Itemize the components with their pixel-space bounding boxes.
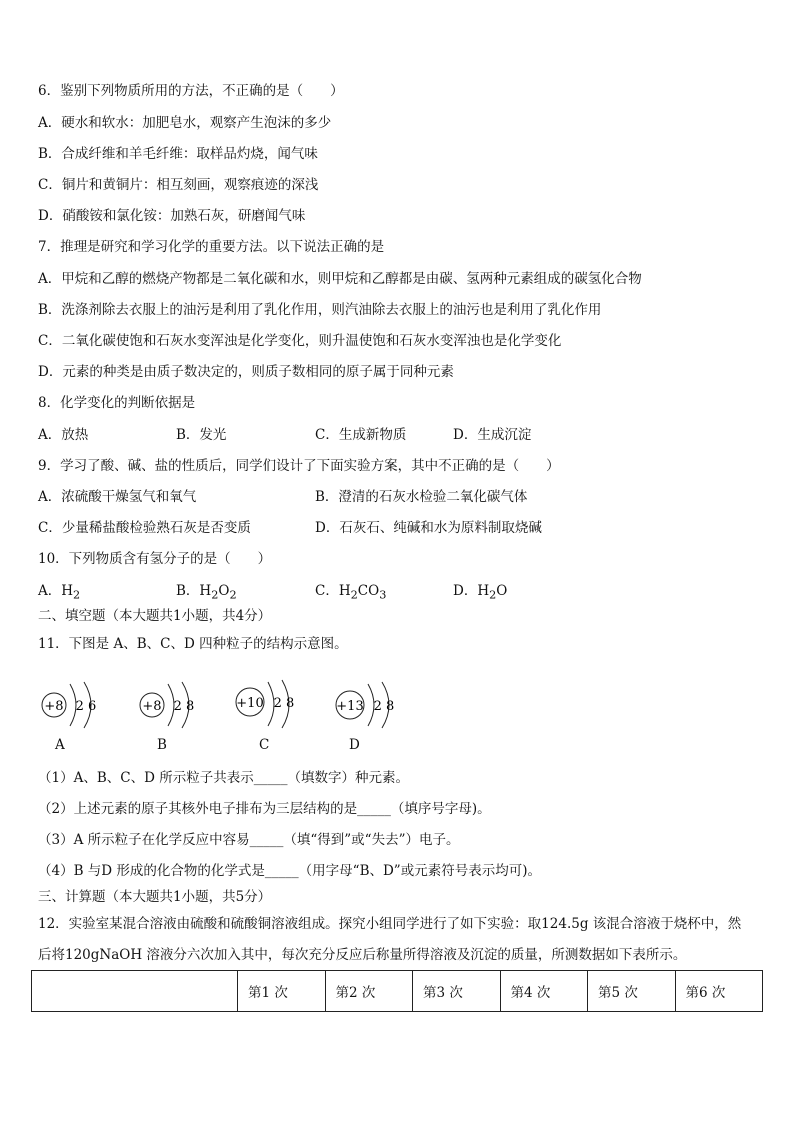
atom-a-electrons: 2 6	[75, 699, 97, 714]
atom-a-nucleus: +8	[44, 699, 64, 714]
atom-diagram-d	[334, 678, 410, 742]
q6-stem: 6．鉴别下列物质所用的方法，不正确的是（ ）	[38, 83, 344, 99]
atom-c-nucleus: +10	[236, 696, 264, 711]
q8-option-c: C．生成新物质	[315, 427, 407, 443]
atom-b-electrons: 2 8	[173, 699, 195, 714]
atom-d-nucleus: +13	[336, 699, 364, 714]
q6-option-d: D．硝酸铵和氯化铵：加熟石灰，研磨闻气味	[38, 208, 306, 224]
table-header-cell: 第5 次	[588, 971, 676, 1012]
q7-option-b: B．洗涤剂除去衣服上的油污是利用了乳化作用，则汽油除去衣服上的油污也是利用了乳化作用	[38, 302, 602, 318]
q9-stem: 9．学习了酸、碱、盐的性质后，同学们设计了下面实验方案，其中不正确的是（ ）	[38, 458, 560, 474]
q11-part-3: （3）A 所示粒子在化学反应中容易_____（填“得到”或“失去”）电子。	[38, 832, 460, 848]
atom-diagram-a	[40, 678, 110, 742]
q7-option-a: A．甲烷和乙醇的燃烧产物都是二氧化碳和水，则甲烷和乙醇都是由碳、氢两种元素组成的碳氢化合物	[38, 271, 642, 287]
atom-diagram-c	[234, 678, 310, 742]
table-header-cell: 第2 次	[325, 971, 413, 1012]
atom-b-shells	[138, 678, 208, 738]
atom-b-label: B	[157, 737, 167, 753]
atom-c-label: C	[259, 737, 270, 753]
q8-option-d: D．生成沉淀	[453, 427, 532, 443]
atom-d-shells	[334, 678, 410, 738]
atom-c-shells	[234, 678, 310, 738]
q7-stem: 7．推理是研究和学习化学的重要方法。以下说法正确的是	[38, 239, 385, 255]
atom-a-shells	[40, 678, 110, 738]
table-row	[32, 971, 763, 1012]
table-header-cell	[32, 971, 238, 1012]
table-header-cell: 第6 次	[675, 971, 763, 1012]
q9-option-a: A．浓硫酸干燥氢气和氧气	[38, 489, 197, 505]
q7-option-d: D．元素的种类是由质子数决定的，则质子数相同的原子属于同种元素	[38, 364, 454, 380]
table-header-cell: 第4 次	[500, 971, 588, 1012]
q7-option-c: C．二氧化碳使饱和石灰水变浑浊是化学变化，则升温使饱和石灰水变浑浊也是化学变化	[38, 333, 562, 349]
q9-option-d: D．石灰石、纯碱和水为原料制取烧碱	[315, 520, 542, 536]
atom-diagram-b	[138, 678, 208, 742]
section-2-heading: 二、填空题（本大题共1小题，共4分）	[38, 608, 272, 624]
atom-a-label: A	[55, 737, 65, 753]
q9-option-b: B．澄清的石灰水检验二氧化碳气体	[315, 489, 528, 505]
q10-option-c: C．$H_2CO_3$	[315, 583, 387, 602]
q11-part-4: （4）B 与D 形成的化合物的化学式是_____（用字母“B、D”或元素符号表示均可)。	[38, 863, 541, 879]
q12-data-table	[31, 970, 763, 1012]
q8-stem: 8．化学变化的判断依据是	[38, 395, 196, 411]
q10-option-d: D．$H_2O$	[453, 583, 508, 602]
q10-stem: 10．下列物质含有氢分子的是（ ）	[38, 551, 272, 567]
q8-option-a: A．放热	[38, 427, 89, 443]
section-3-heading: 三、计算题（本大题共1小题，共5分）	[38, 889, 272, 905]
table-header-cell: 第1 次	[238, 971, 326, 1012]
q12-line-1: 12．实验室某混合溶液由硫酸和硫酸铜溶液组成。探究小组同学进行了如下实验：取124.5g 该混合溶液于烧杯中，然	[38, 916, 742, 932]
q9-option-c: C．少量稀盐酸检验熟石灰是否变质	[38, 520, 251, 536]
atom-b-nucleus: +8	[142, 699, 162, 714]
table-header-cell: 第3 次	[413, 971, 501, 1012]
q8-option-b: B．发光	[176, 427, 227, 443]
atom-c-electrons: 2 8	[273, 696, 295, 711]
q10-option-b: B．$H_2O_2$	[176, 583, 237, 602]
atom-d-electrons: 2 8	[373, 699, 395, 714]
q6-option-a: A．硬水和软水：加肥皂水，观察产生泡沫的多少	[38, 115, 332, 131]
q11-stem: 11．下图是 A、B、C、D 四种粒子的结构示意图。	[38, 636, 348, 652]
q11-part-2: （2）上述元素的原子其核外电子排布为三层结构的是_____（填序号字母)。	[38, 801, 491, 817]
q6-option-c: C．铜片和黄铜片：相互刻画，观察痕迹的深浅	[38, 177, 319, 193]
q10-option-a: A．$H_2$	[38, 583, 81, 602]
q6-option-b: B．合成纤维和羊毛纤维：取样品灼烧，闻气味	[38, 146, 318, 162]
q11-part-1: （1）A、B、C、D 所示粒子共表示_____（填数字）种元素。	[38, 770, 409, 786]
q12-line-2: 后将120gNaOH 溶液分六次加入其中，每次充分反应后称量所得溶液及沉淀的质量，所测数据如下表所示。	[38, 947, 687, 963]
atom-d-label: D	[349, 737, 360, 753]
